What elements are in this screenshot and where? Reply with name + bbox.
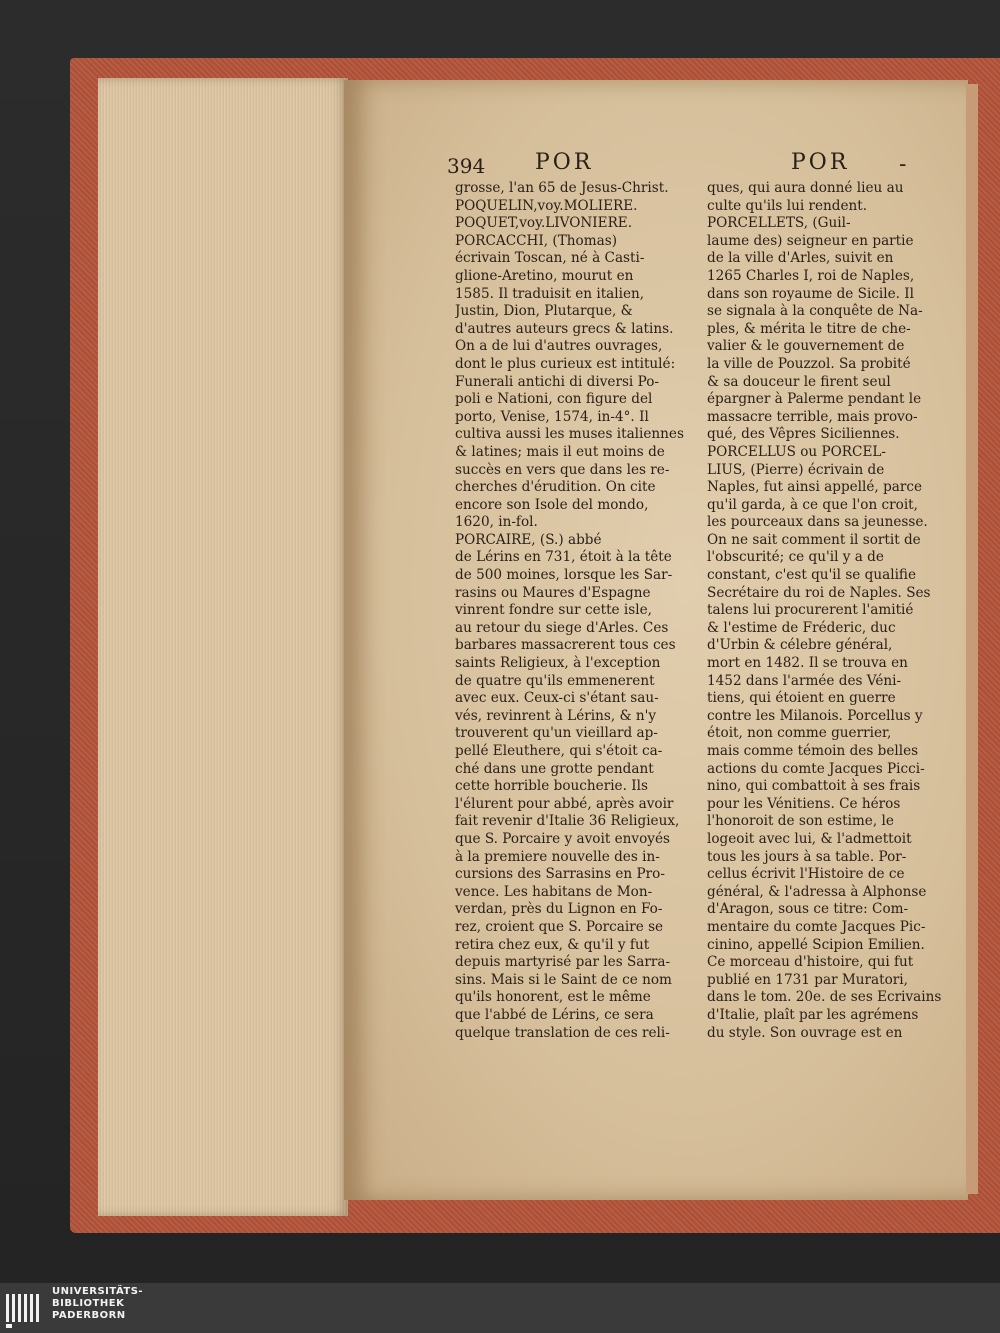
text-line: d'Italie, plaît par les agrémens xyxy=(707,1006,919,1023)
text-line: massacre terrible, mais provo- xyxy=(707,408,918,425)
text-line: On ne sait comment il sortit de xyxy=(707,531,921,548)
text-line: d'autres auteurs grecs & latins. xyxy=(455,320,674,337)
cover-edge xyxy=(966,84,978,1194)
text-line: talens lui procurerent l'amitié xyxy=(707,602,914,619)
text-line: tous les jours à sa table. Por- xyxy=(707,848,907,865)
text-line: la ville de Pouzzol. Sa probité xyxy=(707,355,911,372)
text-line: cellus écrivit l'Histoire de ce xyxy=(707,866,905,883)
text-line: de la ville d'Arles, suivit en xyxy=(707,250,894,267)
header-dash: - xyxy=(899,152,910,177)
text-line: laume des) seigneur en partie xyxy=(707,232,914,249)
text-line: que S. Porcaire y avoit envoyés xyxy=(455,830,670,847)
text-line: étoit, non comme guerrier, xyxy=(707,725,892,742)
text-line: sins. Mais si le Saint de ce nom xyxy=(455,971,672,988)
text-line: Secrétaire du roi de Naples. Ses xyxy=(707,584,931,601)
text-line: & latines; mais il eut moins de xyxy=(455,443,665,460)
text-line: l'obscurité; ce qu'il y a de xyxy=(707,549,884,566)
text-line: de Lérins en 731, étoit à la tête xyxy=(455,549,672,566)
text-line: pellé Eleuthere, qui s'étoit ca- xyxy=(455,743,663,759)
text-line: d'Aragon, sous ce titre: Com- xyxy=(707,901,909,918)
text-line: cette horrible boucherie. Ils xyxy=(455,778,648,795)
text-line: 1452 dans l'armée des Véni- xyxy=(707,672,902,689)
text-line: valier & le gouvernement de xyxy=(707,338,905,355)
text-line: vence. Les habitans de Mon- xyxy=(455,883,653,900)
text-line: 1265 Charles I, roi de Naples, xyxy=(707,267,915,284)
text-line: POQUET,voy.LIVONIERE. xyxy=(455,215,633,232)
text-line: dans le tom. 20e. de ses Ecrivains xyxy=(707,989,942,1006)
text-line: depuis martyrisé par les Sarra- xyxy=(455,954,671,971)
text-line: Ce morceau d'histoire, qui fut xyxy=(707,954,914,971)
text-line: vinrent fondre sur cette isle, xyxy=(455,602,652,619)
text-line: contre les Milanois. Porcellus y xyxy=(707,707,923,724)
text-line: ques, qui aura donné lieu au xyxy=(707,180,904,196)
text-line: 1585. Il traduisit en italien, xyxy=(455,285,645,302)
text-line: ché dans une grotte pendant xyxy=(455,760,654,777)
page-edges xyxy=(98,78,348,1216)
text-line: Justin, Dion, Plutarque, & xyxy=(455,303,633,320)
text-line: dans son royaume de Sicile. Il xyxy=(707,285,915,302)
text-line: Naples, fut ainsi appellé, parce xyxy=(707,479,923,496)
text-line: du style. Son ouvrage est en xyxy=(707,1024,903,1041)
right-running-head: POR xyxy=(791,150,850,175)
text-line: PORCAIRE, (S.) abbé xyxy=(455,531,602,548)
text-line: mais comme témoin des belles xyxy=(707,743,919,759)
text-line: porto, Venise, 1574, in-4°. Il xyxy=(455,408,649,425)
text-line: au retour du siege d'Arles. Ces xyxy=(455,619,669,636)
library-name-line1: UNIVERSITÄTS- xyxy=(52,1286,144,1297)
text-line: verdan, près du Lignon en Fo- xyxy=(455,901,663,918)
library-name xyxy=(52,1286,143,1322)
text-line: avec eux. Ceux-ci s'étant sau- xyxy=(455,690,659,707)
text-line: grosse, l'an 65 de Jesus-Christ. xyxy=(455,180,669,196)
text-line: barbares massacrerent tous ces xyxy=(455,637,676,654)
library-footer xyxy=(0,1283,1000,1333)
text-line: cherches d'érudition. On cite xyxy=(455,479,656,496)
right-text-column xyxy=(707,180,947,1042)
text-line: à la premiere nouvelle des in- xyxy=(455,848,660,865)
text-line: écrivain Toscan, né à Casti- xyxy=(455,250,645,267)
text-line: & sa douceur le firent seul xyxy=(707,373,891,390)
text-line: l'élurent pour abbé, après avoir xyxy=(455,795,674,812)
text-line: publié en 1731 par Muratori, xyxy=(707,971,908,988)
text-line: PORCELLETS, (Guil- xyxy=(707,215,851,232)
library-logo-icon xyxy=(4,1286,48,1330)
text-line: poli e Nationi, con figure del xyxy=(455,391,653,408)
text-line: cinino, appellé Scipion Emilien. xyxy=(707,936,925,953)
text-line: d'Urbin & célebre général, xyxy=(707,637,893,654)
text-line: cultiva aussi les muses italiennes xyxy=(455,426,684,443)
library-name-line2: BIBLIOTHEK xyxy=(52,1298,125,1309)
library-name-line3: PADERBORN xyxy=(52,1310,126,1321)
text-line: qu'il garda, à ce que l'on croit, xyxy=(707,496,918,513)
text-line: PORCACCHI, (Thomas) xyxy=(455,232,617,249)
text-line: les pourceaux dans sa jeunesse. xyxy=(707,514,928,531)
text-line: mentaire du comte Jacques Pic- xyxy=(707,918,926,935)
text-line: retira chez eux, & qu'il y fut xyxy=(455,936,650,953)
text-line: Funerali antichi di diversi Po- xyxy=(455,373,659,390)
text-line: ples, & mérita le titre de che- xyxy=(707,320,911,337)
text-line: de quatre qu'ils emmenerent xyxy=(455,672,655,689)
text-line: saints Religieux, à l'exception xyxy=(455,655,661,672)
text-line: que l'abbé de Lérins, ce sera xyxy=(455,1006,654,1023)
text-line: & l'estime de Fréderic, duc xyxy=(707,619,896,636)
text-line: tiens, qui étoient en guerre xyxy=(707,690,896,707)
text-line: 1620, in-fol. xyxy=(455,514,538,531)
page-text xyxy=(447,148,945,1083)
text-line: PORCELLUS ou PORCEL- xyxy=(707,443,886,460)
text-line: qu'ils honorent, est le même xyxy=(455,989,651,1006)
text-line: fait revenir d'Italie 36 Religieux, xyxy=(455,813,680,830)
text-line: de 500 moines, lorsque les Sar- xyxy=(455,567,673,584)
page-number: 394 xyxy=(447,154,486,178)
text-line: qué, des Vêpres Siciliennes. xyxy=(707,426,900,443)
text-line: rez, croient que S. Porcaire se xyxy=(455,918,664,935)
text-line: pour les Vénitiens. Ce héros xyxy=(707,795,901,812)
text-line: l'honoroit de son estime, le xyxy=(707,813,894,830)
text-line: vés, revinrent à Lérins, & n'y xyxy=(455,707,657,724)
text-line: culte qu'ils lui rendent. xyxy=(707,197,868,214)
text-line: mort en 1482. Il se trouva en xyxy=(707,655,908,672)
text-line: se signala à la conquête de Na- xyxy=(707,303,923,320)
text-line: quelque translation de ces reli- xyxy=(455,1024,670,1041)
text-line: glione-Aretino, mourut en xyxy=(455,267,634,284)
left-running-head: POR xyxy=(535,150,594,175)
text-line: trouverent qu'un vieillard ap- xyxy=(455,725,658,742)
text-line: constant, c'est qu'il se qualifie xyxy=(707,567,917,584)
text-line: encore son Isole del mondo, xyxy=(455,496,649,513)
text-line: actions du comte Jacques Picci- xyxy=(707,760,925,777)
text-line: général, & l'adressa à Alphonse xyxy=(707,883,927,900)
text-line: nino, qui combattoit à ses frais xyxy=(707,778,921,795)
running-header xyxy=(447,148,945,184)
text-line: LIUS, (Pierre) écrivain de xyxy=(707,461,885,478)
left-text-column xyxy=(455,180,695,1042)
text-line: dont le plus curieux est intitulé: xyxy=(455,355,676,372)
text-line: cursions des Sarrasins en Pro- xyxy=(455,866,665,883)
text-line: rasins ou Maures d'Espagne xyxy=(455,584,651,601)
text-line: épargner à Palerme pendant le xyxy=(707,391,922,408)
text-line: logeoit avec lui, & l'admettoit xyxy=(707,830,912,847)
text-line: POQUELIN,voy.MOLIERE. xyxy=(455,197,638,214)
text-line: succès en vers que dans les re- xyxy=(455,461,670,478)
text-line: On a de lui d'autres ouvrages, xyxy=(455,338,663,355)
